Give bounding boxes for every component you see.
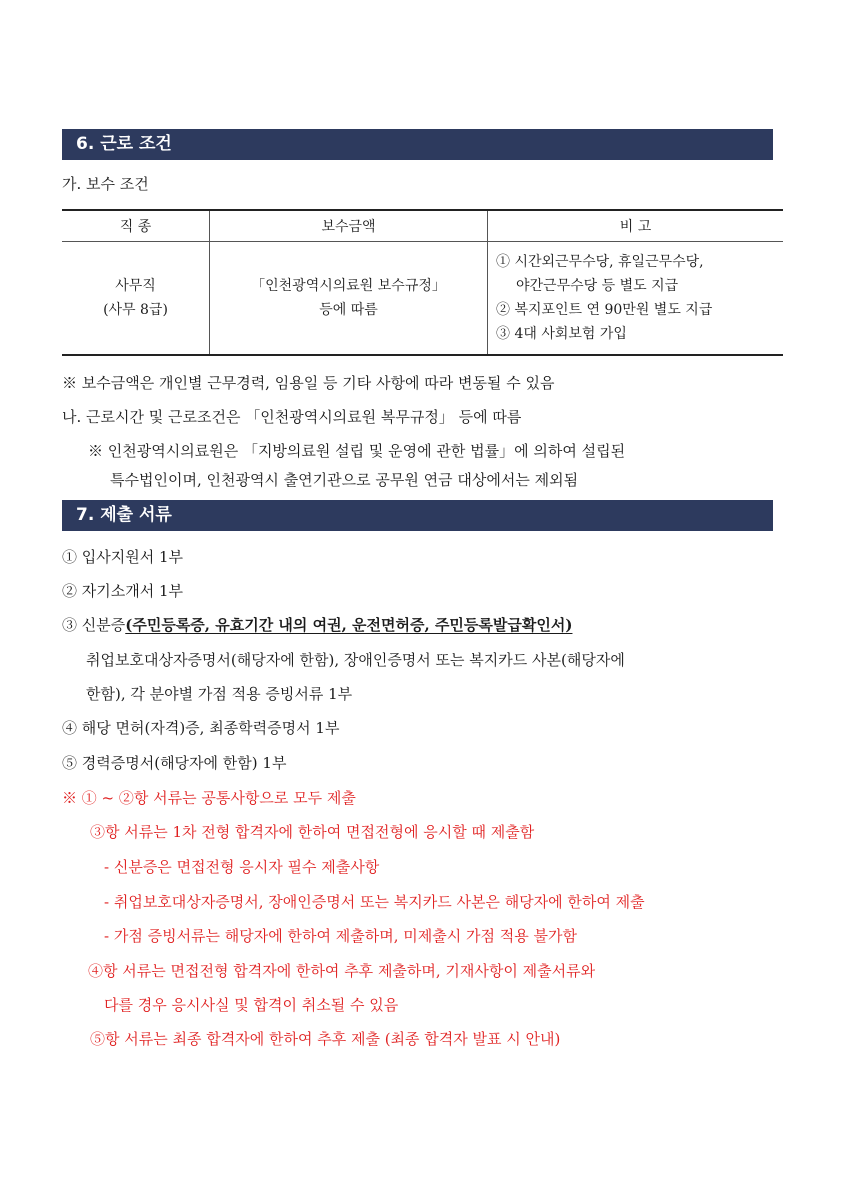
doc-item-id <box>62 615 572 635</box>
red-note-protection-docs: - 취업보호대상자증명서, 장애인증명서 또는 복지카드 사본은 해당자에 한하여 제출 <box>104 893 645 911</box>
red-note-item5: ⑤항 서류는 최종 합격자에 한하여 추후 제출 (최종 합격자 발표 시 안내) <box>90 1030 561 1048</box>
doc-item-id-prefix: ③ 신분증 <box>62 616 126 634</box>
pay-table-header-notes: 비 고 <box>488 210 784 242</box>
pay-table <box>62 209 783 356</box>
pay-regulation-suffix: 등에 따름 <box>319 302 378 318</box>
red-note-item3: ③항 서류는 1차 전형 합격자에 한하여 면접전형에 응시할 때 제출함 <box>90 823 535 841</box>
note-allowance: ① 시간외근무수당, 휴일근무수당, <box>496 254 704 270</box>
doc-item-id-cont-2: 한함), 각 분야별 가점 적용 증빙서류 1부 <box>86 685 353 703</box>
note-insurance: ③ 4대 사회보험 가입 <box>496 326 627 342</box>
subheading-pay-conditions: 가. 보수 조건 <box>62 175 149 193</box>
doc-item-id-accepted-list: (주민등록증, 유효기간 내의 여권, 운전면허증, 주민등록발급확인서) <box>125 616 573 634</box>
doc-item-id-cont-1: 취업보호대상자증명서(해당자에 한함), 장애인증명서 또는 복지카드 사본(해당자에 <box>86 651 625 669</box>
section-7-header: 7. 제출 서류 <box>62 500 773 531</box>
pay-table-header-job: 직 종 <box>62 210 210 242</box>
pay-variation-note: ※ 보수금액은 개인별 근무경력, 임용일 등 기타 사항에 따라 변동될 수 있음 <box>62 374 555 392</box>
red-note-bonus-docs: - 가점 증빙서류는 해당자에 한하여 제출하며, 미제출시 가점 적용 불가함 <box>104 927 577 945</box>
job-grade: (사무 8급) <box>103 302 168 318</box>
subheading-work-hours: 나. 근로시간 및 근로조건은 「인천광역시의료원 복무규정」 등에 따름 <box>62 408 522 426</box>
legal-status-note-cont: 특수법인이며, 인천광역시 출연기관으로 공무원 연금 대상에서는 제외됨 <box>110 471 579 489</box>
pay-regulation: 「인천광역시의료원 보수규정」 <box>251 278 446 294</box>
job-title: 사무직 <box>115 278 156 294</box>
pay-table-cell-job <box>62 242 210 356</box>
doc-item-application: ① 입사지원서 1부 <box>62 548 184 566</box>
red-note-item4-cont: 다를 경우 응시사실 및 합격이 취소될 수 있음 <box>104 996 399 1014</box>
legal-status-note: ※ 인천광역시의료원은 「지방의료원 설립 및 운영에 관한 법률」에 의하여 설립된 <box>88 442 626 460</box>
pay-table-header-row <box>62 210 783 242</box>
pay-table-cell-pay <box>210 242 488 356</box>
red-note-id-required: - 신분증은 면접전형 응시자 필수 제출사항 <box>104 858 380 876</box>
doc-item-self-intro: ② 자기소개서 1부 <box>62 582 184 600</box>
red-note-item4: ④항 서류는 면접전형 합격자에 한하여 추후 제출하며, 기재사항이 제출서류와 <box>88 962 596 980</box>
note-welfare-points: ② 복지포인트 연 90만원 별도 지급 <box>496 302 713 318</box>
pay-table-cell-notes <box>488 242 784 356</box>
doc-item-career: ⑤ 경력증명서(해당자에 한함) 1부 <box>62 754 287 772</box>
pay-table-header-pay: 보수금액 <box>210 210 488 242</box>
section-6-header: 6. 근로 조건 <box>62 129 773 160</box>
red-note-common: ※ ① ~ ②항 서류는 공통사항으로 모두 제출 <box>62 789 356 807</box>
note-allowance-cont: 야간근무수당 등 별도 지급 <box>516 278 679 294</box>
doc-item-license: ④ 해당 면허(자격)증, 최종학력증명서 1부 <box>62 719 340 737</box>
table-row <box>62 242 783 356</box>
